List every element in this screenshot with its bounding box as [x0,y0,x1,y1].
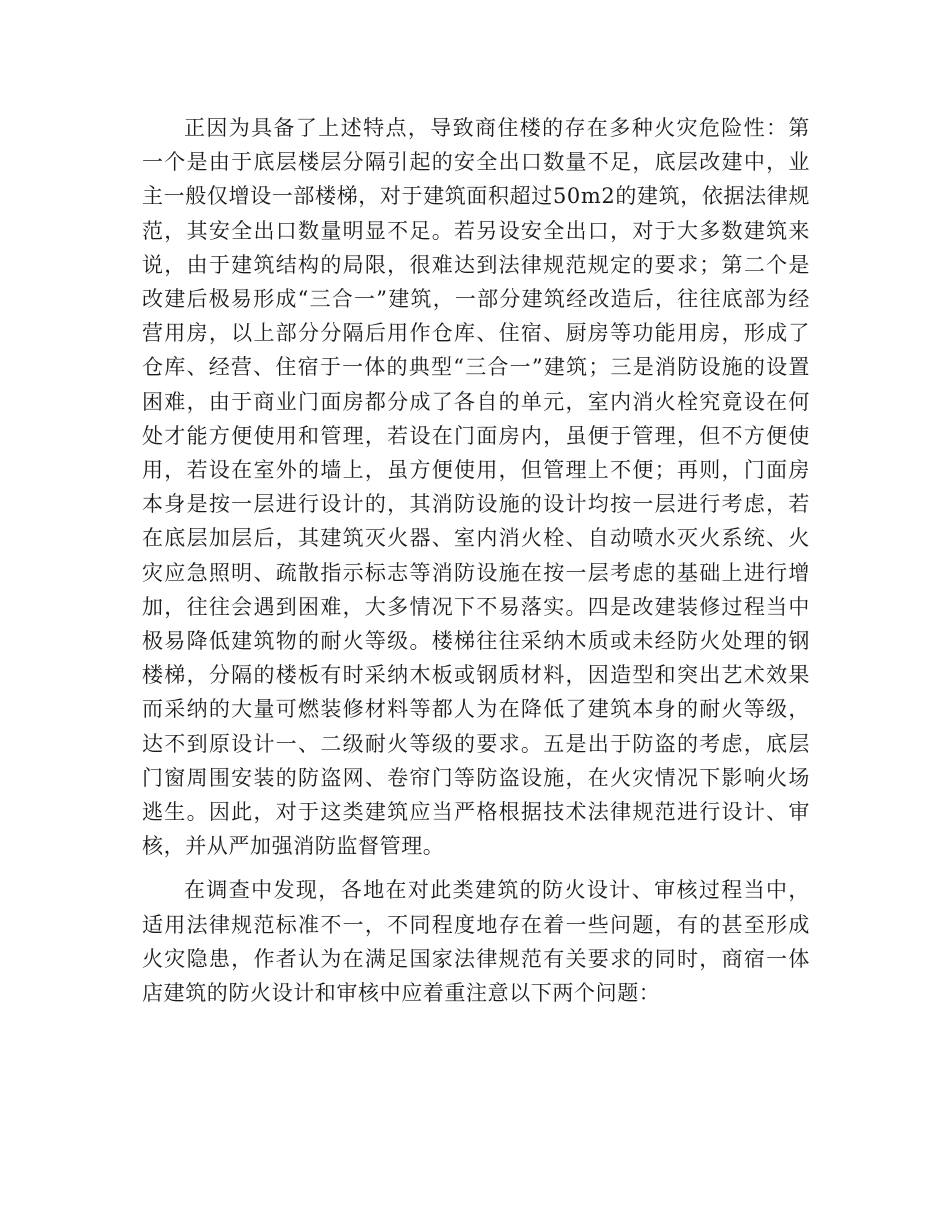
paragraph-fire-hazards: 正因为具备了上述特点，导致商住楼的存在多种火灾危险性：第一个是由于底层楼层分隔引起的安全出口数量不足，底层改建中，业主一般仅增设一部楼梯，对于建筑面积超过50m2的建筑，依据法律规范，其安全出口数量明显不足。若另设安全出口，对于大多数建筑来说，由于建筑结构的局限，很难达到法律规范规定的要求；第二个是改建后极易形成“三合一”建筑，一部分建筑经改造后，往往底部为经营用房，以上部分分隔后用作仓库、住宿、厨房等功能用房，形成了仓库、经营、住宿于一体的典型“三合一”建筑；三是消防设施的设置困难，由于商业门面房都分成了各自的单元，室内消火栓究竟设在何处才能方便使用和管理，若设在门面房内，虽便于管理，但不方便使用，若设在室外的墙上，虽方便使用，但管理上不便；再则，门面房本身是按一层进行设计的，其消防设施的设计均按一层进行考虑，若在底层加层后，其建筑灭火器、室内消火栓、自动喷水灭火系统、火灾应急照明、疏散指示标志等消防设施在按一层考虑的基础上进行增加，往往会遇到困难，大多情况下不易落实。四是改建装修过程当中极易降低建筑物的耐火等级。楼梯往往采纳木质或未经防火处理的钢楼梯，分隔的楼板有时采纳木板或钢质材料，因造型和突出艺术效果而采纳的大量可燃装修材料等都人为在降低了建筑本身的耐火等级，达不到原设计一、二级耐火等级的要求。五是出于防盗的考虑，底层门窗周围安装的防盗网、卷帘门等防盗设施，在火灾情况下影响火场逃生。因此，对于这类建筑应当严格根据技术法律规范进行设计、审核，并从严加强消防监督管理。 [142,116,810,859]
paragraph-survey-findings: 在调查中发现，各地在对此类建筑的防火设计、审核过程当中，适用法律规范标准不一，不同程度地存在着一些问题，有的甚至形成火灾隐患，作者认为在满足国家法律规范有关要求的同时，商宿一体店建筑的防火设计和审核中应着重注意以下两个问题： [142,878,810,1006]
document-body [142,111,810,1010]
